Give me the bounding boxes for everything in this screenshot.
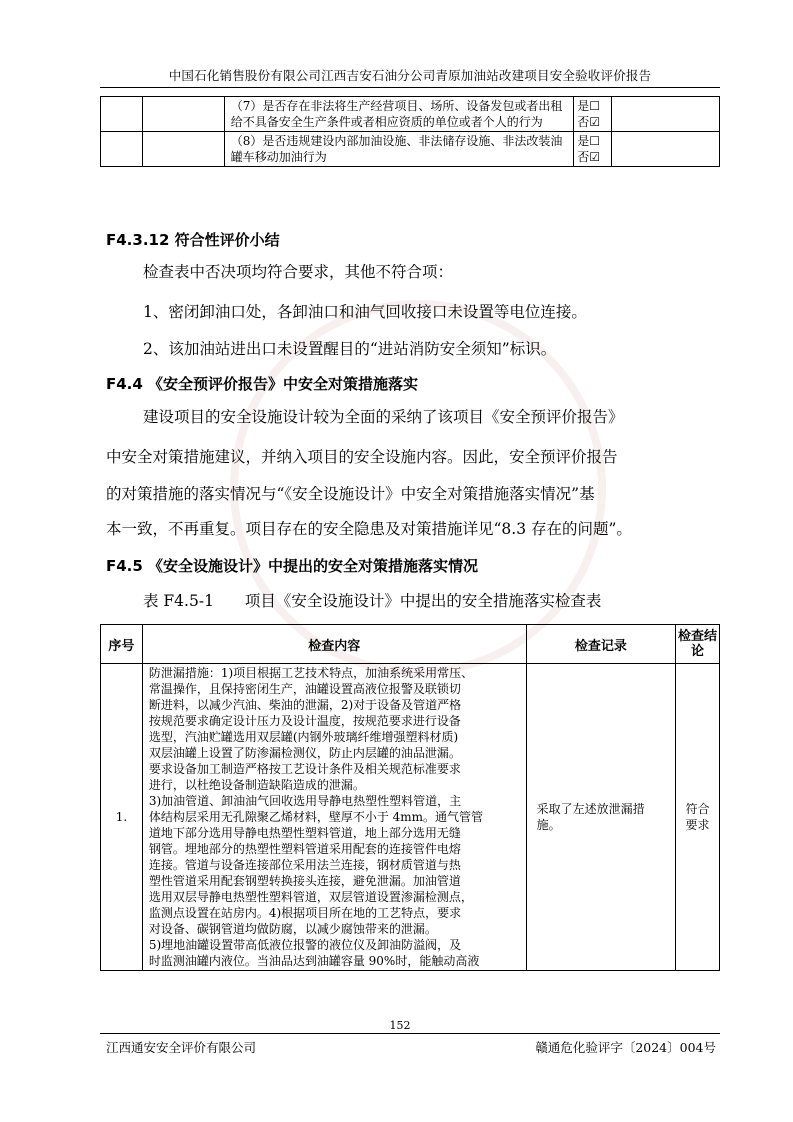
table-cell: [612, 97, 720, 132]
table-cell: [101, 97, 143, 132]
table-row: [101, 132, 720, 167]
header-no: 序号: [101, 625, 143, 664]
header-content: 检查内容: [142, 625, 526, 664]
option-no: 否☑: [577, 150, 600, 164]
answer-options: [574, 132, 612, 167]
paragraph: 2、该加油站进出口未设置醒目的“进站消防安全须知”标识。: [143, 340, 557, 358]
paragraph-line: 中安全对策措施建议，并纳入项目的安全设施内容。因此，安全预评价报告: [106, 448, 618, 466]
paragraph-line: 本一致，不再重复。项目存在的安全隐患及对策措施详见“8.3 存在的问题”。: [106, 520, 632, 538]
paragraph-line: 建设项目的安全设施设计较为全面的采纳了该项目《安全预评价报告》: [143, 408, 624, 426]
header-rule: [100, 87, 720, 88]
content-line: 道地下部分选用导静电热塑性塑料管道，地上部分选用无缝: [148, 826, 461, 840]
section-heading-f4-4: F4.4 《安全预评价报告》中安全对策措施落实: [106, 375, 419, 393]
header-record: 检查记录: [526, 625, 675, 664]
content-line: 对设备、碳钢管道均做防腐，以减少腐蚀带来的泄漏。: [148, 922, 437, 936]
content-line: 塑性管道采用配套钢塑转换接头连接，避免泄漏。加油管道: [148, 874, 461, 888]
content-line: 进行，以杜绝设备制造缺陷造成的泄漏。: [148, 778, 365, 792]
content-line: 选型，汽油贮罐选用双层罐(内钢外玻璃纤维增强塑料材质): [148, 730, 459, 744]
section-heading-f4-5: F4.5 《安全设施设计》中提出的安全对策措施落实情况: [106, 557, 479, 575]
page-number: 152: [389, 1019, 411, 1032]
table-cell: [142, 97, 224, 132]
footer-cert-number: 赣通危化验评字〔2024〕004号: [535, 1040, 716, 1055]
table-row: [101, 664, 720, 971]
option-yes: 是☐: [577, 134, 600, 148]
page-header: 中国石化销售股份有限公司江西吉安石油分公司青原加油站改建项目安全验收评价报告: [168, 68, 652, 83]
content-line: 防泄漏措施：1)项目根据工艺技术特点，加油系统采用常压、: [148, 666, 474, 680]
table-header-row: [101, 625, 720, 664]
check-item-7: （7）是否存在非法将生产经营项目、场所、设备发包或者出租给不具备安全生产条件或者相应资质的单位或者个人的行为: [224, 97, 573, 132]
row-no: 1.: [101, 664, 143, 971]
content-line: 时监测油罐内液位。当油品达到油罐容量 90%时，能触动高液: [148, 954, 480, 968]
table-caption: 表 F4.5-1 项目《安全设施设计》中提出的安全措施落实检查表: [143, 592, 602, 610]
content-line: 监测点设置在站房内。4)根据项目所在地的工艺特点，要求: [148, 906, 462, 920]
check-item-8: （8）是否违规建设内部加油设施、非法储存设施、非法改装油罐车移动加油行为: [224, 132, 573, 167]
table-cell: [101, 132, 143, 167]
content-line: 要求设备加工制造严格按工艺设计条件及相关规范标准要求: [148, 762, 461, 776]
content-line: 5)埋地油罐设置带高低液位报警的液位仪及卸油防溢阀，及: [148, 938, 462, 952]
paragraph-line: 的对策措施的落实情况与“《安全设施设计》中安全对策措施落实情况”基: [106, 485, 595, 503]
option-yes: 是☐: [577, 99, 600, 113]
paragraph: 1、密闭卸油口处，各卸油口和油气回收接口未设置等电位连接。: [143, 303, 587, 321]
content-line: 连接。管道与设备连接部位采用法兰连接，钢材质管道与热: [148, 858, 461, 872]
table-row: [101, 97, 720, 132]
footer-rule: [100, 1033, 720, 1034]
header-result: 检查结论: [676, 625, 720, 664]
footer-company: 江西通安安全评价有限公司: [106, 1040, 257, 1055]
row-record: 采取了左述放泄漏措施。: [526, 664, 675, 971]
content-line: 双层油罐上设置了防渗漏检测仪，防止内层罐的油品泄漏。: [148, 746, 461, 760]
checklist-table-continued: [100, 96, 720, 167]
safety-measures-table: [100, 624, 720, 971]
content-line: 3)加油管道、卸油油气回收选用导静电热塑性塑料管道，主: [148, 794, 462, 808]
content-line: 选用双层导静电热塑性塑料管道，双层管道设置渗漏检测点，: [148, 890, 473, 904]
option-no: 否☑: [577, 115, 600, 129]
table-cell: [612, 132, 720, 167]
content-line: 常温操作，且保持密闭生产，油罐设置高液位报警及联锁切: [148, 682, 461, 696]
content-line: 体结构层采用无孔隙聚乙烯材料，壁厚不小于 4mm。通气管管: [148, 810, 484, 824]
section-heading-f4-3-12: F4.3.12 符合性评价小结: [106, 231, 280, 249]
content-line: 按规范要求确定设计压力及设计温度，按规范要求进行设备: [148, 714, 461, 728]
answer-options: [574, 97, 612, 132]
row-content: [142, 664, 526, 971]
paragraph: 检查表中否决项均符合要求，其他不符合项：: [143, 263, 454, 281]
content-line: 钢管。埋地部分的热塑性塑料管道采用配套的连接管件电熔: [148, 842, 461, 856]
content-line: 断进料，以减少汽油、柴油的泄漏，2)对于设备及管道严格: [148, 698, 462, 712]
row-result: 符合要求: [676, 664, 720, 971]
table-cell: [142, 132, 224, 167]
